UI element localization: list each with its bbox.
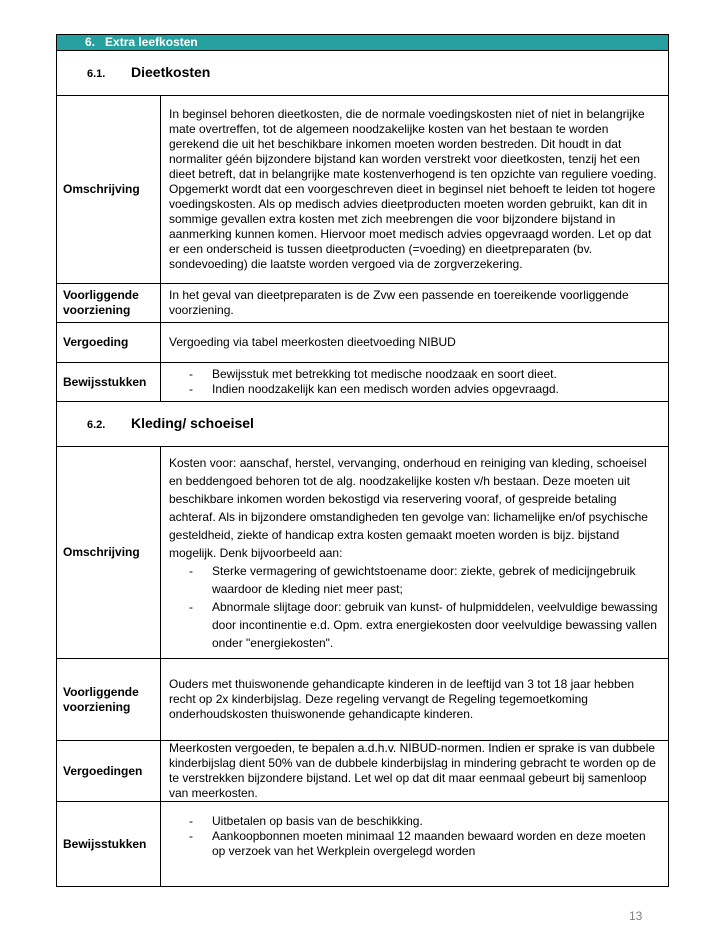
row-label: Vergoedingen bbox=[57, 741, 161, 802]
list-item: - Indien noodzakelijk kan een medisch worden advies opgevraagd. bbox=[189, 382, 660, 397]
row-label: Voorliggende voorziening bbox=[57, 659, 161, 741]
row-text: Kosten voor: aanschaf, herstel, vervanging, onderhoud en reiniging van kleding, schoeisel en beddengoed behoren tot de alg. noodzakelijke kosten v/h bestaan. Deze moeten uit beschikbare inkomen worden bekostigd via reservering vooraf, of gespreide betaling achteraf. Als in bijzondere omstandigheden ten gevolge van: lichamelijke en/of psychische gesteldheid, ziekte of handicap extra kosten gemaakt moeten worden is bijz. bijstand mogelijk. Denk bijvoorbeeld aan: bbox=[169, 455, 648, 560]
row-content: In het geval van dieetpreparaten is de Zvw een passende en toereikende voorliggende voorziening. bbox=[161, 284, 669, 323]
list-item: - Sterke vermagering of gewichtstoename door: ziekte, gebrek of medicijngebruik waardoor de kleding niet meer past; bbox=[189, 562, 660, 598]
page-number: 13 bbox=[629, 909, 643, 923]
chapter-title: Extra leefkosten bbox=[105, 35, 198, 49]
section-heading-row bbox=[57, 51, 669, 96]
section-title: Kleding/ schoeisel bbox=[131, 414, 254, 431]
row-label: Omschrijving bbox=[57, 96, 161, 284]
bullet-list bbox=[169, 367, 660, 397]
table-row bbox=[57, 323, 669, 363]
row-label: Omschrijving bbox=[57, 447, 161, 659]
table-row bbox=[57, 659, 669, 741]
table-row bbox=[57, 741, 669, 802]
chapter-header bbox=[57, 35, 669, 51]
table-row bbox=[57, 447, 669, 659]
row-content: Ouders met thuiswonende gehandicapte kinderen in de leeftijd van 3 tot 18 jaar hebben recht op 2x kinderbijslag. Deze regeling vervangt de Regeling tegemoetkoming onderhoudskosten thuiswonende gehandicapte kinderen. bbox=[161, 659, 669, 741]
list-item: - Uitbetalen op basis van de beschikking. bbox=[189, 814, 660, 829]
section-number: 6.2. bbox=[87, 418, 106, 431]
table-row bbox=[57, 802, 669, 887]
section-heading bbox=[57, 51, 669, 96]
row-content: Meerkosten vergoeden, te bepalen a.d.h.v. NIBUD-normen. Indien er sprake is van dubbele kinderbijslag dient 50% van de dubbele kinderbijslag in mindering gebracht te worden op de te verstrekken bijzondere bijstand. Let wel op dat dit maar eenmaal gebeurt bij samenloop van meerkosten. bbox=[161, 741, 669, 802]
table-row bbox=[57, 363, 669, 402]
row-label: Bewijsstukken bbox=[57, 802, 161, 887]
row-content: Vergoeding via tabel meerkosten dieetvoeding NIBUD bbox=[161, 323, 669, 363]
list-item: - Abnormale slijtage door: gebruik van kunst- of hulpmiddelen, veelvuldige bewassing door incontinentie e.d. Opm. extra energiekosten door veelvuldige bewassing vallen onder "energiekosten". bbox=[189, 598, 660, 652]
section-title: Dieetkosten bbox=[131, 63, 211, 80]
chapter-number: 6. bbox=[85, 35, 96, 49]
extra-leefkosten-table bbox=[56, 34, 669, 887]
row-label: Bewijsstukken bbox=[57, 363, 161, 402]
row-content bbox=[161, 363, 669, 402]
row-content bbox=[161, 802, 669, 887]
row-label: Vergoeding bbox=[57, 323, 161, 363]
row-label: Voorliggende voorziening bbox=[57, 284, 161, 323]
bullet-list bbox=[169, 562, 660, 652]
section-heading-row bbox=[57, 402, 669, 447]
row-content bbox=[161, 447, 669, 659]
section-heading bbox=[57, 402, 669, 447]
section-number: 6.1. bbox=[87, 67, 106, 80]
bullet-list bbox=[169, 814, 660, 859]
table-row bbox=[57, 96, 669, 284]
row-content: In beginsel behoren dieetkosten, die de normale voedingskosten niet of niet in belangrijke mate overtreffen, tot de algemeen noodzakelijke kosten van het bestaan te worden gerekend die uit het beschikbare inkomen moeten worden bestreden. Dit houdt in dat normaliter géén bijzondere bijstand kan worden verstrekt voor dieetkosten, tenzij het een dieet betreft, dat in belangrijke mate kostenverhogend is ten opzichte van reguliere voeding. Opgemerkt wordt dat een voorgeschreven dieet in beginsel niet behoeft te leiden tot hogere voedingskosten. Als op medisch advies dieetproducten moeten worden gebruikt, kan dit in sommige gevallen extra kosten met zich meebrengen die voor bijzondere bijstand in aanmerking kunnen komen. Hiervoor moet medisch advies opgevraagd worden. Let op dat er een onderscheid is tussen dieetproducten (=voeding) en dieetpreparaten (bv. sondevoeding) die laatste worden vergoed via de zorgverzekering. bbox=[161, 96, 669, 284]
table-row bbox=[57, 284, 669, 323]
list-item: - Aankoopbonnen moeten minimaal 12 maanden bewaard worden en deze moeten op verzoek van het Werkplein overgelegd worden bbox=[189, 829, 660, 859]
list-item: - Bewijsstuk met betrekking tot medische noodzaak en soort dieet. bbox=[189, 367, 660, 382]
chapter-header-row bbox=[57, 35, 669, 51]
